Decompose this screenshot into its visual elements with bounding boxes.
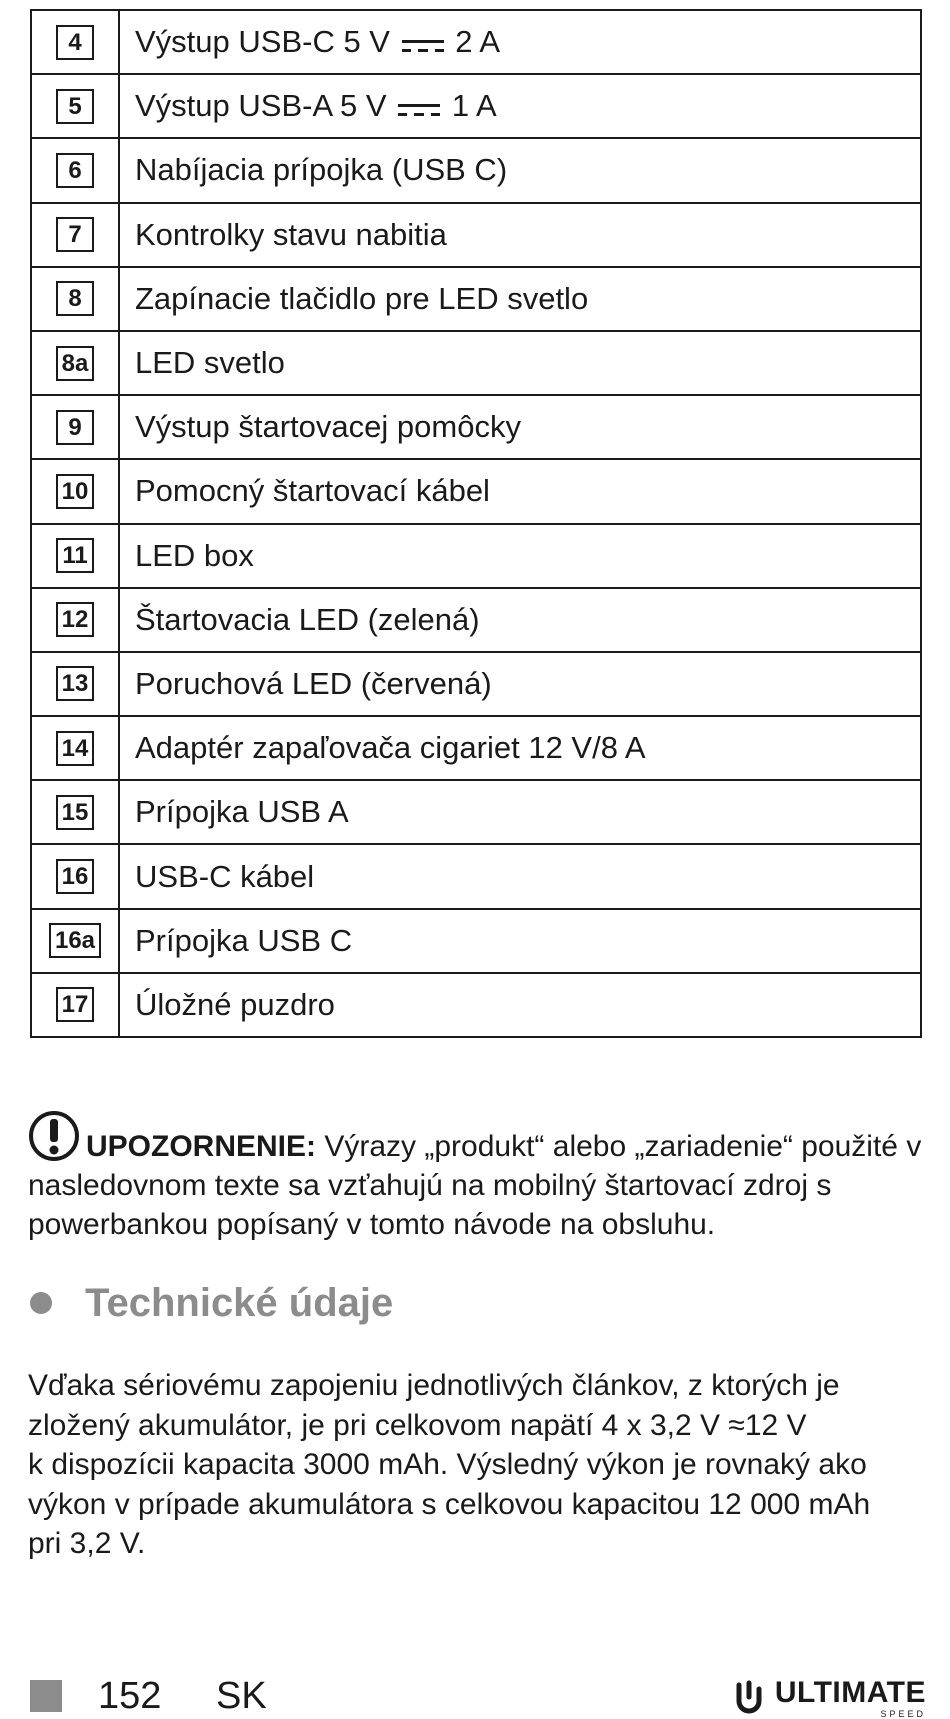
part-label: Pomocný štartovací kábel: [135, 473, 490, 509]
part-description-cell: [119, 780, 921, 844]
part-number-cell: [31, 652, 119, 716]
part-number-cell: [31, 10, 119, 74]
part-label: Nabíjacia prípojka (USB C): [135, 152, 508, 188]
table-row: [31, 267, 921, 331]
part-label: Adaptér zapaľovača cigariet 12 V/8 A: [135, 730, 646, 766]
table-row: [31, 138, 921, 202]
part-description-cell: [119, 395, 921, 459]
part-label: LED box: [135, 537, 254, 573]
part-label: Prípojka USB C: [135, 922, 353, 958]
table-row: [31, 780, 921, 844]
part-number: 11: [56, 538, 94, 573]
part-label: USB-C kábel: [135, 858, 315, 894]
part-number: 15: [56, 795, 95, 830]
part-number: 17: [56, 987, 95, 1022]
part-description-cell: [119, 74, 921, 138]
part-number: 4: [56, 25, 94, 60]
part-label: Výstup štartovacej pomôcky: [135, 409, 521, 445]
dc-current-symbol: [402, 39, 444, 53]
part-number: 14: [56, 731, 95, 766]
part-number-cell: [31, 844, 119, 908]
part-number: 10: [56, 474, 95, 509]
dc-current-symbol: [398, 103, 440, 117]
table-row: [31, 844, 921, 908]
parts-table: [30, 9, 922, 1038]
text-line: výkon v prípade akumulátora s celkovou kapacitou 12 000 mAh: [28, 1487, 871, 1521]
table-row: [31, 74, 921, 138]
part-description-cell: [119, 267, 921, 331]
part-number: 16: [56, 859, 95, 894]
part-number-cell: [31, 203, 119, 267]
part-description-cell: [119, 138, 921, 202]
part-description-cell: [119, 331, 921, 395]
part-number-cell: [31, 909, 119, 973]
brand-name: ULTIMATE: [774, 1676, 926, 1709]
language-code: SK: [216, 1675, 267, 1717]
part-number: 16a: [49, 923, 101, 958]
brand-logo: [733, 1676, 926, 1719]
part-number: 8: [56, 281, 94, 316]
part-description-cell: [119, 10, 921, 74]
part-number: 12: [56, 602, 95, 637]
table-row: [31, 973, 921, 1037]
section-title: Technické údaje: [85, 1280, 394, 1325]
table-row: [31, 395, 921, 459]
part-number: 6: [56, 153, 94, 188]
part-number: 13: [56, 666, 95, 701]
table-row: [31, 10, 921, 74]
part-label: Štartovacia LED (zelená): [135, 601, 480, 637]
part-description-cell: [119, 588, 921, 652]
part-number-cell: [31, 459, 119, 523]
text-line: pri 3,2 V.: [28, 1527, 146, 1560]
table-row: [31, 459, 921, 523]
part-label: Prípojka USB A: [135, 794, 349, 830]
table-row: [31, 331, 921, 395]
part-number: 5: [56, 89, 94, 124]
page-number: 152: [98, 1675, 162, 1717]
part-description-cell: [119, 844, 921, 908]
part-current: 2 A: [455, 24, 501, 60]
part-label: Výstup USB-A 5 V: [135, 88, 387, 124]
text-line: k dispozícii kapacita 3000 mAh. Výsledný výkon je rovnaký ako: [28, 1448, 867, 1481]
part-description-cell: [119, 973, 921, 1037]
part-label: Kontrolky stavu nabitia: [135, 216, 447, 252]
part-description-cell: [119, 652, 921, 716]
part-number-cell: [31, 331, 119, 395]
part-number-cell: [31, 138, 119, 202]
technical-data-paragraph: [28, 1366, 928, 1564]
table-row: [31, 524, 921, 588]
section-heading: [30, 1278, 393, 1328]
part-number: 9: [56, 410, 94, 445]
part-label: Úložné puzdro: [135, 986, 335, 1022]
part-number-cell: [31, 716, 119, 780]
notice-paragraph: [28, 1110, 928, 1244]
part-number-cell: [31, 524, 119, 588]
part-label: Výstup USB-C 5 V: [135, 24, 390, 60]
ultimate-speed-logo-icon: [733, 1679, 769, 1715]
part-number-cell: [31, 74, 119, 138]
part-number: 7: [56, 217, 94, 252]
notice-text: Výrazy „produkt“ alebo „zariadenie“ použité v nasledovnom texte sa vzťahujú na mobilný štartovací zdroj s powerbankou popísaný v tomto návode na obsluhu.: [28, 1130, 922, 1241]
text-line: zložený akumulátor, je pri celkovom napätí 4 x 3,2 V ≈12 V: [28, 1408, 807, 1442]
part-description-cell: [119, 459, 921, 523]
text-line: Vďaka sériovému zapojeniu jednotlivých článkov, z ktorých je: [28, 1369, 840, 1402]
part-description-cell: [119, 203, 921, 267]
table-row: [31, 716, 921, 780]
notice-label: UPOZORNENIE:: [86, 1130, 317, 1163]
part-description-cell: [119, 524, 921, 588]
table-row: [31, 909, 921, 973]
part-label: Poruchová LED (červená): [135, 665, 492, 701]
part-number-cell: [31, 395, 119, 459]
part-label: Zapínacie tlačidlo pre LED svetlo: [135, 280, 589, 316]
brand-subtitle: SPEED: [880, 1709, 926, 1719]
table-row: [31, 652, 921, 716]
part-description-cell: [119, 909, 921, 973]
bullet-icon: [30, 1292, 52, 1314]
part-description-cell: [119, 716, 921, 780]
part-number-cell: [31, 780, 119, 844]
part-number-cell: [31, 267, 119, 331]
part-number-cell: [31, 588, 119, 652]
part-number: 8a: [56, 346, 95, 381]
table-row: [31, 588, 921, 652]
table-row: [31, 203, 921, 267]
exclamation-circle-icon: [28, 1110, 80, 1162]
part-current: 1 A: [451, 88, 497, 124]
part-label: LED svetlo: [135, 345, 285, 381]
part-number-cell: [31, 973, 119, 1037]
page-marker-square: [30, 1680, 62, 1712]
